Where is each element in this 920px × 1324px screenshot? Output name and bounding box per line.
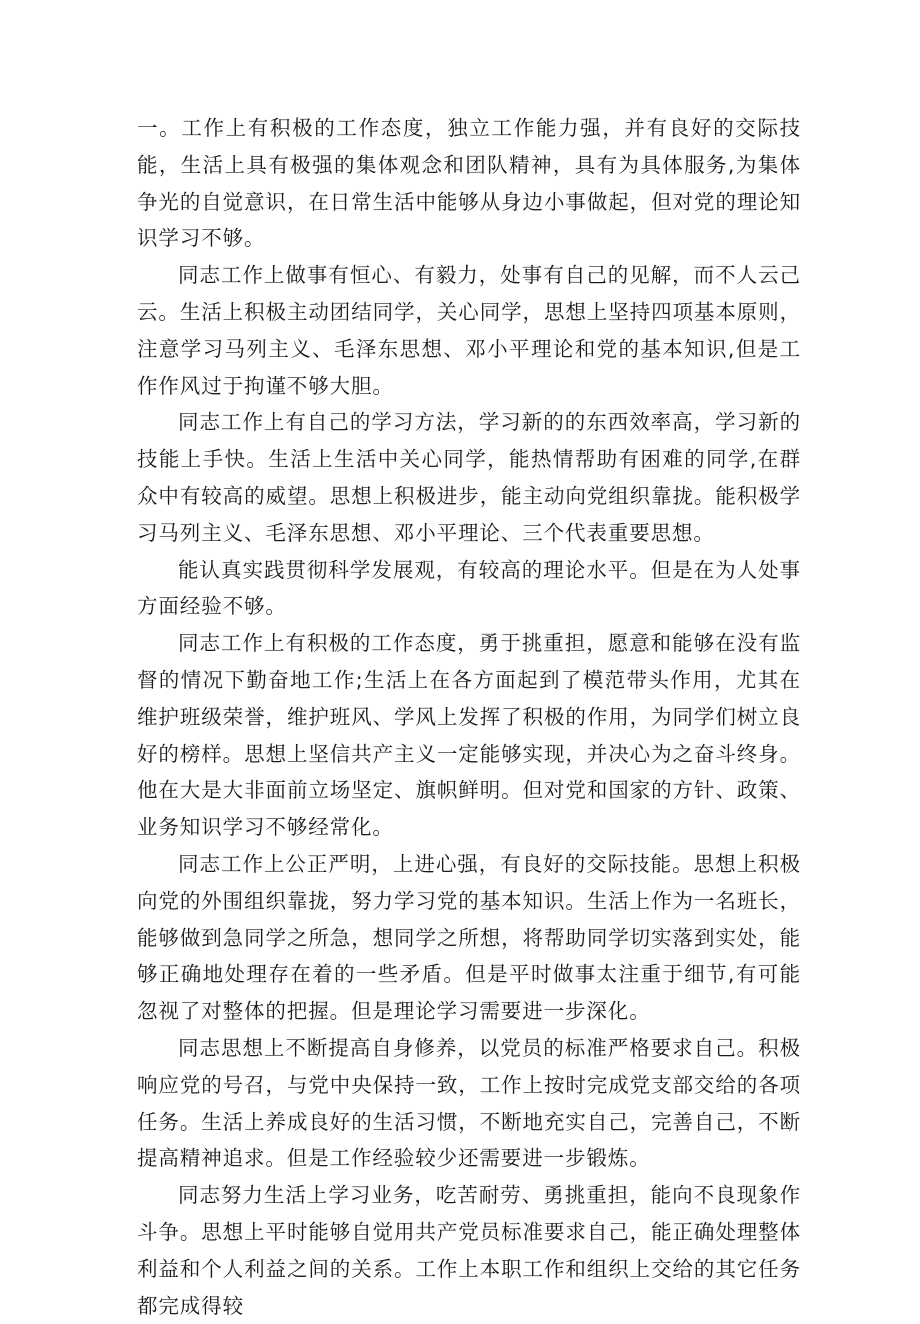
paragraph-8: 同志努力生活上学习业务，吃苦耐劳、勇挑重担，能向不良现象作斗争。思想上平时能够自觉用共产党员标准要求自己，能正确处理整体利益和个人利益之间的关系。工作上本职工作和组织上交给的其它任务都完成得较 (137, 1183, 801, 1318)
paragraph-1: 一。工作上有积极的工作态度，独立工作能力强，并有良好的交际技能，生活上具有极强的集体观念和团队精神，具有为具体服务,为集体争光的自觉意识，在日常生活中能够从身边小事做起，但对党的理论知识学习不够。 (137, 116, 801, 251)
paragraph-6: 同志工作上公正严明，上进心强，有良好的交际技能。思想上积极向党的外围组织靠拢，努力学习党的基本知识。生活上作为一名班长，能够做到急同学之所急，想同学之所想，将帮助同学切实落到实处，能够正确地处理存在着的一些矛盾。但是平时做事太注重于细节,有可能忽视了对整体的把握。但是理论学习需要进一步深化。 (137, 851, 801, 1024)
paragraph-4: 能认真实践贯彻科学发展观，有较高的理论水平。但是在为人处事方面经验不够。 (137, 557, 801, 619)
paragraph-5: 同志工作上有积极的工作态度，勇于挑重担，愿意和能够在没有监督的情况下勤奋地工作;生活上在各方面起到了模范带头作用，尤其在维护班级荣誉，维护班风、学风上发挥了积极的作用，为同学们树立良好的榜样。思想上坚信共产主义一定能够实现，并决心为之奋斗终身。他在大是大非面前立场坚定、旗帜鲜明。但对党和国家的方针、政策、业务知识学习不够经常化。 (137, 631, 801, 840)
document-body (137, 110, 801, 1324)
paragraph-7: 同志思想上不断提高自身修养，以党员的标准严格要求自己。积极响应党的号召，与党中央保持一致，工作上按时完成党支部交给的各项任务。生活上养成良好的生活习惯，不断地充实自己，完善自己，不断提高精神追求。但是工作经验较少还需要进一步锻炼。 (137, 1035, 801, 1171)
paragraph-2: 同志工作上做事有恒心、有毅力，处事有自己的见解，而不人云己云。生活上积极主动团结同学，关心同学，思想上坚持四项基本原则，注意学习马列主义、毛泽东思想、邓小平理论和党的基本知识,但是工作作风过于拘谨不够大胆。 (137, 263, 801, 398)
paragraph-3: 同志工作上有自己的学习方法，学习新的的东西效率高，学习新的技能上手快。生活上生活中关心同学，能热情帮助有困难的同学,在群众中有较高的威望。思想上积极进步，能主动向党组织靠拢。能积极学习马列主义、毛泽东思想、邓小平理论、三个代表重要思想。 (137, 410, 801, 545)
